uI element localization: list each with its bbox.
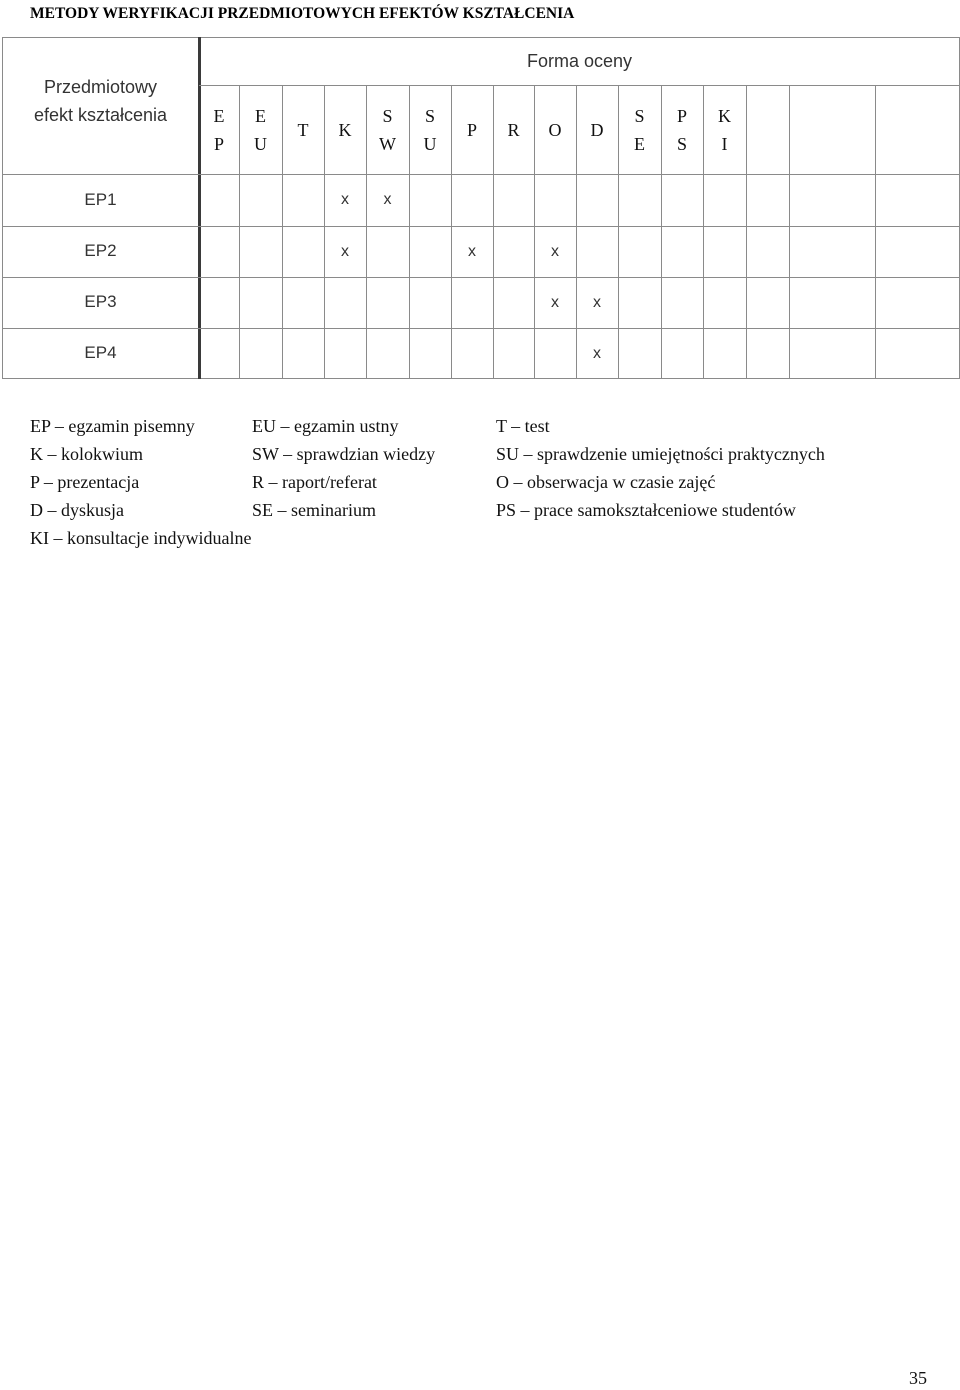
- forma-oceny-label: Forma oceny: [526, 51, 633, 71]
- assessment-mark: x: [383, 191, 392, 209]
- column-header-letter: E: [255, 105, 266, 126]
- column-header-letter: K: [338, 119, 352, 140]
- column-header-letter: E: [634, 133, 645, 154]
- legend-item: P – prezentacja: [30, 472, 140, 492]
- row-label-ep2: [2, 226, 199, 277]
- column-header-letter: U: [423, 133, 437, 154]
- table-cell: [324, 174, 366, 226]
- assessment-mark: x: [593, 344, 601, 362]
- column-header-ps: [661, 85, 703, 174]
- forma-oceny-header: [199, 37, 960, 85]
- column-header-letter: I: [721, 133, 728, 154]
- column-header-empty-15: [875, 85, 958, 174]
- column-header-ep: [199, 85, 239, 174]
- table-cell: [534, 277, 576, 328]
- row-label-text: EP1: [84, 189, 117, 209]
- column-header-sw: [366, 85, 409, 174]
- row-label-text: EP3: [84, 292, 117, 312]
- legend-item: O – obserwacja w czasie zajęć: [496, 472, 716, 492]
- assessment-mark: x: [468, 242, 476, 260]
- row-label-text: EP2: [84, 241, 117, 261]
- column-header-ki: [703, 85, 746, 174]
- column-header-letter: S: [634, 105, 645, 126]
- row-label-text: EP4: [84, 343, 117, 363]
- legend-item: D – dyskusja: [30, 500, 124, 520]
- legend-item: SE – seminarium: [252, 500, 376, 520]
- column-header-empty-13: [746, 85, 789, 174]
- table-cell: [324, 226, 366, 277]
- legend-item: EU – egzamin ustny: [252, 416, 399, 436]
- table-cell: [451, 226, 493, 277]
- column-header-letter: W: [379, 133, 396, 154]
- legend-item: SW – sprawdzian wiedzy: [252, 444, 436, 464]
- legend-item: KI – konsultacje indywidualne: [30, 528, 252, 548]
- column-header-letter: S: [424, 105, 435, 126]
- row-label-ep1: [2, 174, 199, 226]
- legend-item: K – kolokwium: [30, 444, 144, 464]
- column-header-eu: [239, 85, 282, 174]
- legend-item: T – test: [496, 416, 550, 436]
- legend-item: EP – egzamin pisemny: [30, 416, 195, 436]
- column-header-letter: O: [548, 119, 562, 140]
- assessment-mark: x: [341, 242, 349, 260]
- assessment-mark: x: [551, 242, 559, 260]
- row-header-label-line: Przedmiotowy: [43, 76, 158, 97]
- table-cell: [366, 174, 409, 226]
- row-header-label-line: efekt kształcenia: [33, 104, 168, 125]
- column-header-letter: R: [507, 119, 520, 140]
- assessment-mark: x: [341, 191, 349, 209]
- column-header-o: [534, 85, 576, 174]
- column-header-letter: T: [297, 119, 309, 140]
- assessment-mark: x: [593, 293, 601, 311]
- column-header-letter: E: [213, 105, 225, 126]
- column-header-letter: U: [254, 133, 267, 154]
- column-header-letter: S: [382, 105, 393, 126]
- column-header-p: [451, 85, 493, 174]
- column-header-k: [324, 85, 366, 174]
- row-header-cell: [2, 37, 199, 164]
- column-header-su: [409, 85, 451, 174]
- table-cell: [576, 277, 618, 328]
- row-label-ep4: [2, 328, 199, 379]
- column-header-d: [576, 85, 618, 174]
- column-header-t: [282, 85, 324, 174]
- column-header-empty-14: [789, 85, 875, 174]
- column-header-se: [618, 85, 661, 174]
- verification-methods-table: [2, 37, 960, 379]
- row-label-ep3: [2, 277, 199, 328]
- column-header-letter: S: [676, 133, 687, 154]
- table-cell: [576, 328, 618, 379]
- legend-item: PS – prace samokształceniowe studentów: [496, 500, 796, 520]
- legend-item: R – raport/referat: [252, 472, 377, 492]
- column-header-r: [493, 85, 534, 174]
- assessment-mark: x: [551, 293, 559, 311]
- legend-item: SU – sprawdzenie umiejętności praktycznych: [496, 444, 825, 464]
- column-header-letter: K: [718, 105, 731, 126]
- page-number: 35: [909, 1368, 927, 1388]
- document-title: METODY WERYFIKACJI PRZEDMIOTOWYCH EFEKTÓW KSZTAŁCENIA: [30, 5, 575, 22]
- column-header-letter: P: [213, 133, 224, 154]
- column-header-letter: P: [676, 105, 687, 126]
- column-header-letter: D: [590, 119, 604, 140]
- column-header-letter: P: [466, 119, 477, 140]
- table-cell: [534, 226, 576, 277]
